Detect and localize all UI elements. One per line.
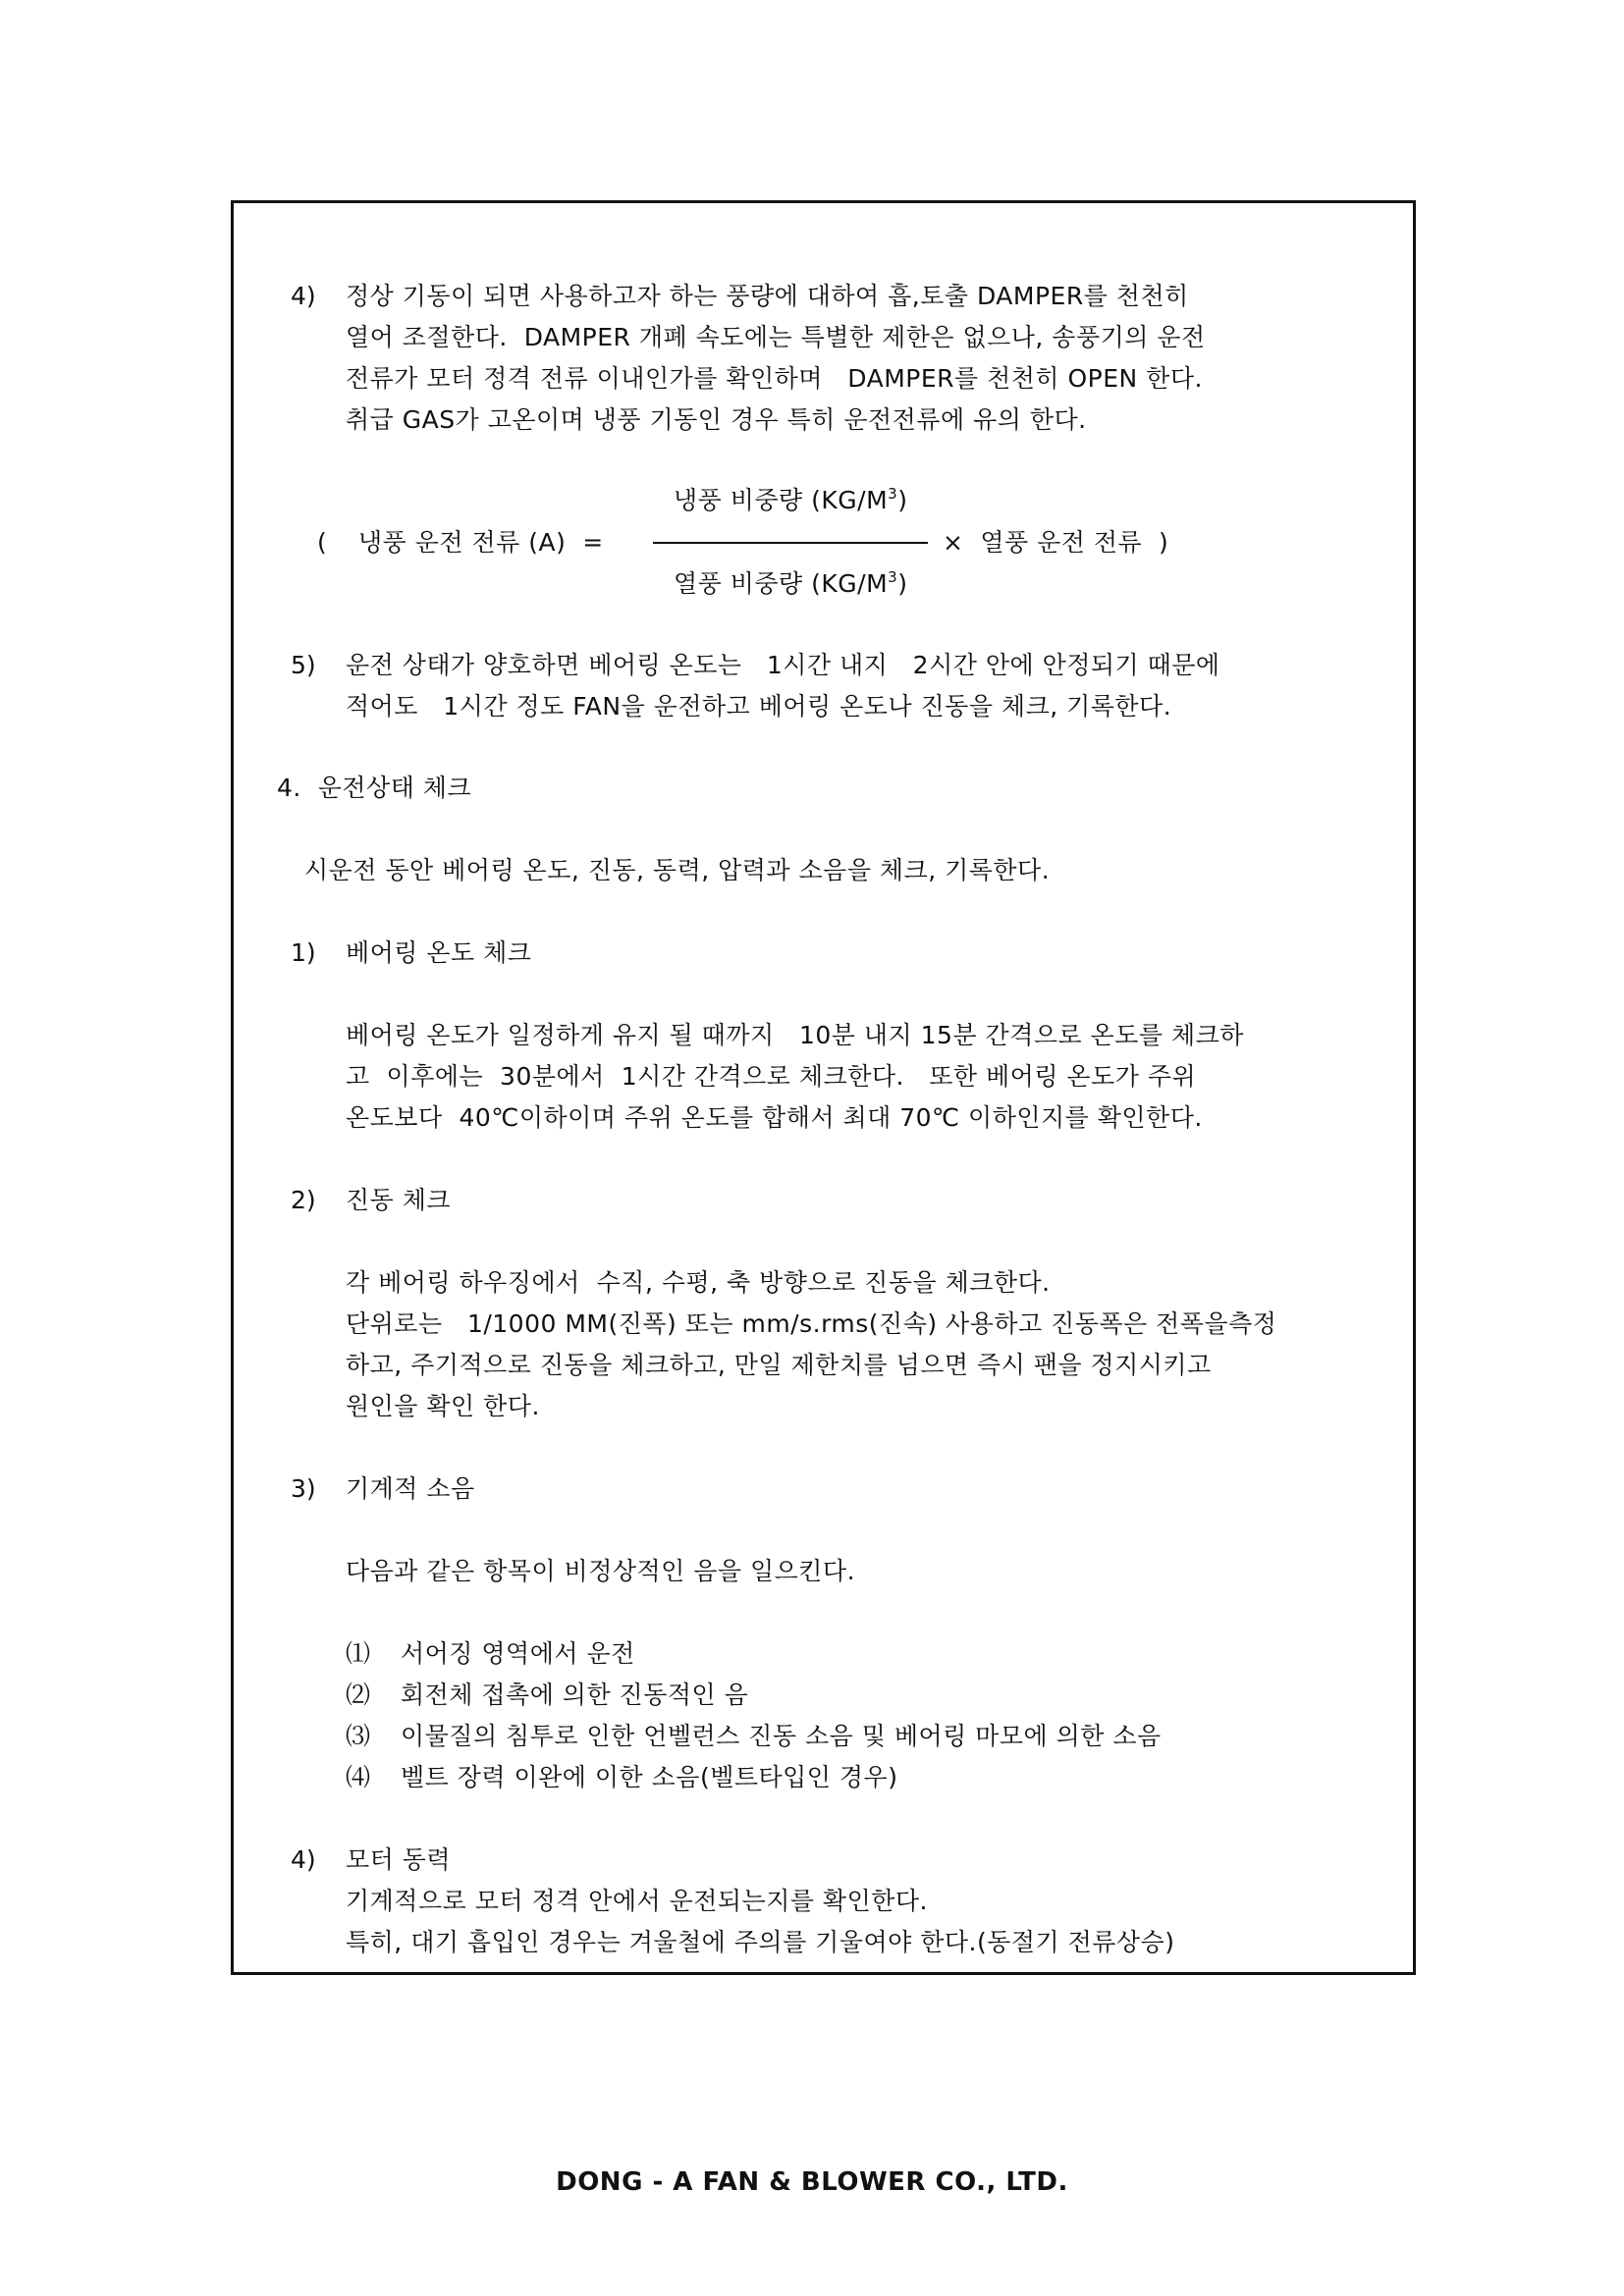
sub-4-line-1: 기계적으로 모터 정격 안에서 운전되는지를 확인한다. bbox=[346, 1887, 928, 1915]
sub-1-line-1: 베어링 온도가 일정하게 유지 될 때까지 10분 내지 15분 간격으로 온도를 체크하 bbox=[346, 1021, 1244, 1049]
sub-3-item-3-text: 이물질의 침투로 인한 언벨런스 진동 소음 및 베어링 마모에 의한 소음 bbox=[401, 1722, 1162, 1750]
sub-3-item-1-mark: ⑴ bbox=[346, 1639, 371, 1668]
sub-3-item-4-mark: ⑷ bbox=[346, 1763, 371, 1791]
sub-3-title: 기계적 소음 bbox=[346, 1474, 475, 1503]
sub-1-line-3: 온도보다 40℃이하이며 주위 온도를 합해서 최대 70℃ 이하인지를 확인한다. bbox=[346, 1103, 1203, 1132]
sub-4-line-2: 특히, 대기 흡입인 경우는 겨울철에 주의를 기울여야 한다.(동절기 전류상승) bbox=[346, 1928, 1175, 1956]
item-5-number: 5) bbox=[291, 651, 316, 679]
sub-2-line-1: 각 베어링 하우징에서 수직, 수평, 축 방향으로 진동을 체크한다. bbox=[346, 1268, 1051, 1297]
sub-3-intro: 다음과 같은 항목이 비정상적인 음을 일으킨다. bbox=[346, 1557, 856, 1585]
formula-open-paren: ( bbox=[317, 528, 328, 557]
formula-rhs: × 열풍 운전 전류 ) bbox=[943, 528, 1169, 557]
item-4-line-2: 열어 조절한다. DAMPER 개폐 속도에는 특별한 제한은 없으나, 송풍기의 운전 bbox=[346, 323, 1206, 351]
item-5-line-2: 적어도 1시간 정도 FAN을 운전하고 베어링 온도나 진동을 체크, 기록한다. bbox=[346, 692, 1172, 721]
item-4-line-4: 취급 GAS가 고온이며 냉풍 기동인 경우 특히 운전전류에 유의 한다. bbox=[346, 405, 1087, 434]
formula-denominator: 열풍 비중량 $(KG/M^3)$ bbox=[674, 568, 908, 598]
formula-numerator: 냉풍 비중량 $(KG/M^3)$ bbox=[674, 485, 908, 514]
formula-lhs: 냉풍 운전 전류 (A) = bbox=[358, 528, 604, 557]
sub-1-line-2: 고 이후에는 30분에서 1시간 간격으로 체크한다. 또한 베어링 온도가 주위 bbox=[346, 1062, 1197, 1091]
sub-2-line-4: 원인을 확인 한다. bbox=[346, 1392, 540, 1420]
sub-3-item-2-mark: ⑵ bbox=[346, 1681, 371, 1709]
sub-2-line-3: 하고, 주기적으로 진동을 체크하고, 만일 제한치를 넘으면 즉시 팬을 정지시키고 bbox=[346, 1351, 1212, 1379]
sub-3-item-3-mark: ⑶ bbox=[346, 1722, 371, 1750]
sub-1-title: 베어링 온도 체크 bbox=[346, 938, 532, 967]
section-4-heading: 4. 운전상태 체크 bbox=[277, 774, 472, 802]
sub-4-title: 모터 동력 bbox=[346, 1845, 452, 1874]
sub-3-number: 3) bbox=[291, 1474, 316, 1503]
sub-2-title: 진동 체크 bbox=[346, 1186, 452, 1214]
sub-3-item-4-text: 벨트 장력 이완에 이한 소음(벨트타입인 경우) bbox=[401, 1763, 898, 1791]
item-4-number: 4) bbox=[291, 282, 316, 310]
sub-2-line-2: 단위로는 1/1000 MM(진폭) 또는 mm/s.rms(진속) 사용하고 진동폭은 전폭을측정 bbox=[346, 1309, 1277, 1338]
sub-3-item-1-text: 서어징 영역에서 운전 bbox=[401, 1639, 635, 1668]
item-5-line-1: 운전 상태가 양호하면 베어링 온도는 1시간 내지 2시간 안에 안정되기 때문에 bbox=[346, 651, 1220, 679]
item-4-line-3: 전류가 모터 정격 전류 이내인가를 확인하며 DAMPER를 천천히 OPEN 한다. bbox=[346, 364, 1203, 393]
sub-1-number: 1) bbox=[291, 938, 316, 967]
item-4-line-1: 정상 기동이 되면 사용하고자 하는 풍량에 대하여 흡,토출 DAMPER를 천천히 bbox=[346, 282, 1189, 310]
sub-3-item-2-text: 회전체 접촉에 의한 진동적인 음 bbox=[401, 1681, 749, 1709]
fraction-bar bbox=[653, 542, 928, 544]
section-4-intro: 시운전 동안 베어링 온도, 진동, 동력, 압력과 소음을 체크, 기록한다. bbox=[304, 856, 1051, 884]
sub-2-number: 2) bbox=[291, 1186, 316, 1214]
company-footer: DONG - A FAN & BLOWER CO., LTD. bbox=[556, 2167, 1068, 2197]
sub-4-number: 4) bbox=[291, 1845, 316, 1874]
